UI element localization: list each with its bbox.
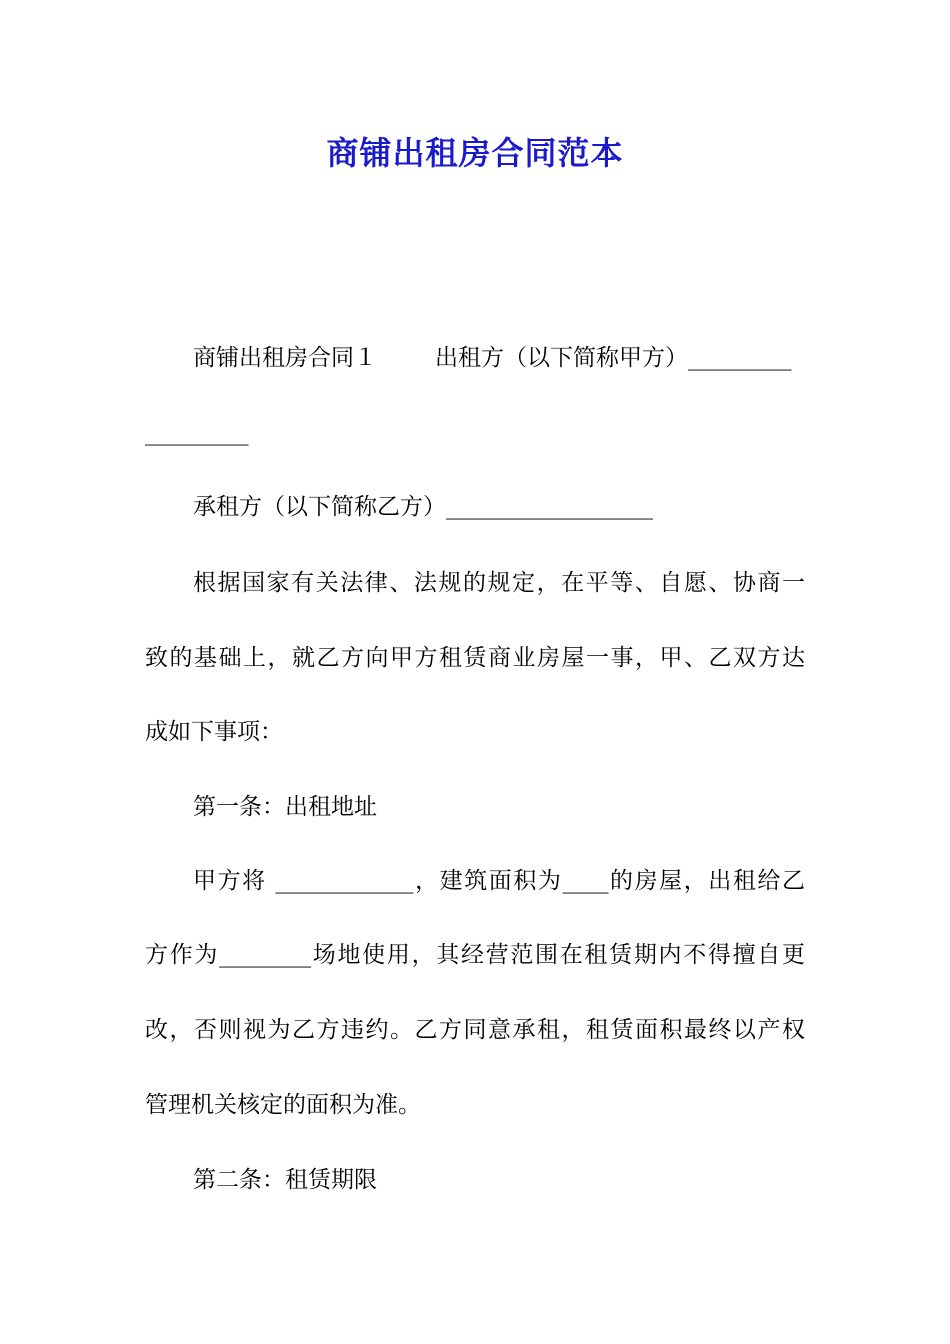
article-heading: 第二条：租赁期限 bbox=[193, 1167, 377, 1193]
article-heading: 第一条：出租地址 bbox=[193, 794, 377, 820]
paragraph-line: 改，否则视为乙方违约。乙方同意承租，租赁面积最终以产权 bbox=[145, 1017, 805, 1043]
document-title: 商铺出租房合同范本 bbox=[326, 134, 624, 172]
paragraph-line bbox=[193, 340, 805, 376]
paragraph-line: 致的基础上，就乙方向甲方租赁商业房屋一事，甲、乙双方达 bbox=[145, 645, 805, 671]
paragraph-line: 方作为________场地使用，其经营范围在租赁期内不得擅自更 bbox=[145, 942, 805, 968]
paragraph-line: 成如下事项： bbox=[145, 719, 283, 745]
paragraph-line: 甲方将 ____________，建筑面积为____的房屋，出租给乙 bbox=[193, 868, 805, 894]
paragraph-line: _________ bbox=[145, 420, 249, 446]
paragraph-line: 根据国家有关法律、法规的规定，在平等、自愿、协商一 bbox=[193, 570, 805, 596]
lessee-line: 承租方（以下简称乙方）__________________ bbox=[193, 494, 653, 520]
paragraph-line: 管理机关核定的面积为准。 bbox=[145, 1092, 421, 1118]
contract-heading: 商铺出租房合同１ bbox=[193, 345, 377, 371]
lessor-label: 出租方（以下简称甲方）_________ bbox=[435, 345, 792, 371]
